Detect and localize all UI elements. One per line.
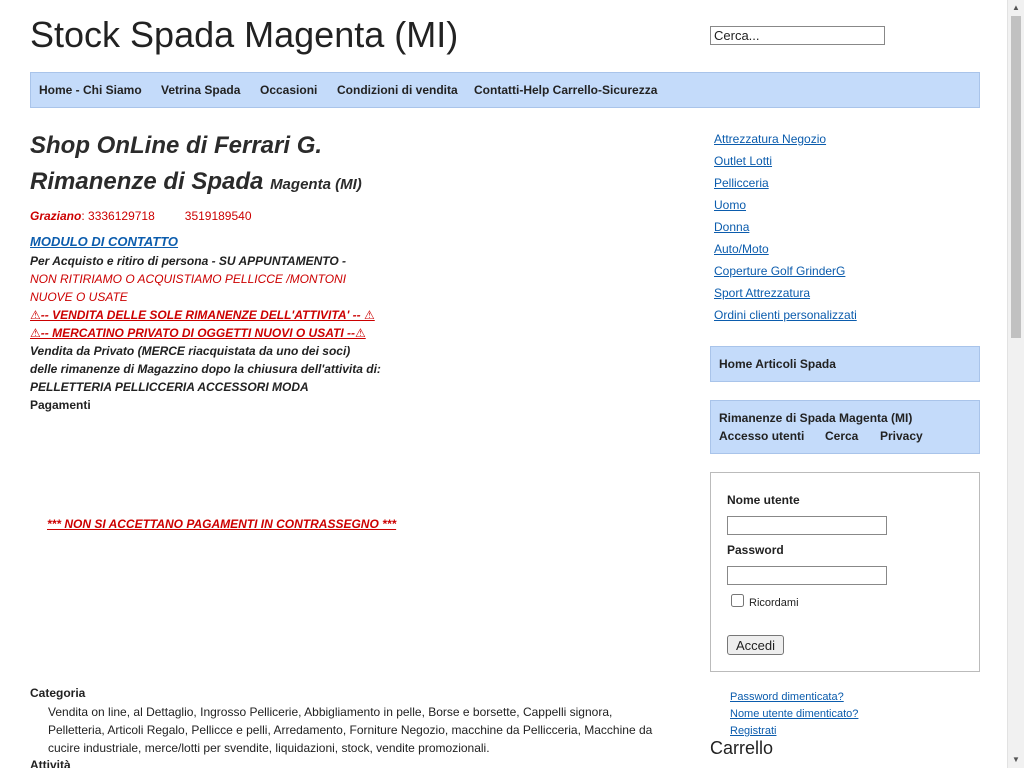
privacy-link[interactable]: Privacy: [880, 429, 923, 443]
search-input[interactable]: [710, 26, 885, 45]
notice-private-sale: Vendita da Privato (MERCE riacquistata da uno dei soci): [30, 344, 351, 358]
sidebar-item-donna[interactable]: Donna: [714, 220, 750, 234]
sidebar-item-sport[interactable]: Sport Attrezzatura: [714, 286, 811, 300]
scrollbar-thumb[interactable]: [1011, 16, 1021, 338]
notice-no-furs: NON RITIRIAMO O ACQUISTIAMO PELLICCE /MONTONI: [30, 272, 347, 286]
sidebar-item-uomo[interactable]: Uomo: [714, 198, 747, 212]
phone-1: : 3336129718: [81, 209, 155, 223]
password-input[interactable]: [727, 566, 887, 585]
register-link[interactable]: Registrati: [730, 725, 777, 737]
sidebar-item-ordini[interactable]: Ordini clienti personalizzati: [714, 308, 857, 322]
main-nav: [30, 72, 980, 108]
nav-item-home[interactable]: Home - Chi Siamo: [39, 83, 142, 97]
phone-2: 3519189540: [184, 209, 252, 223]
sidebar-home-box: [710, 346, 980, 382]
site-title: Stock Spada Magenta (MI): [30, 14, 459, 55]
notice-appointment: Per Acquisto e ritiro di persona - SU APPUNTAMENTO -: [30, 254, 347, 268]
page-scrollbar[interactable]: [1007, 0, 1024, 768]
notice-no-furs-2: NUOVE O USATE: [30, 290, 128, 304]
home-articoli-link[interactable]: Home Articoli Spada: [719, 357, 836, 371]
subheading-text: Rimanenze di Spada: [30, 168, 264, 195]
notice-leftover-sale: ⚠-- VENDITA DELLE SOLE RIMANENZE DELL'ATTIVITA' -- ⚠: [30, 308, 375, 322]
nav-item-contatti[interactable]: Contatti-Help Carrello-Sicurezza: [474, 83, 658, 97]
notice-private-market: ⚠-- MERCATINO PRIVATO DI OGGETTI NUOVI O USATI --⚠: [30, 326, 366, 340]
sidebar-item-pellicceria[interactable]: Pellicceria: [714, 176, 769, 190]
sidebar-site-box: [710, 400, 980, 454]
forgot-password-link[interactable]: Password dimenticata?: [730, 691, 844, 703]
accesso-utenti-link[interactable]: Accesso utenti: [719, 429, 805, 443]
sidebar-category-menu: [714, 131, 857, 329]
sidebar-item-coperture-golf[interactable]: Coperture Golf GrinderG: [714, 264, 846, 278]
page-heading: Shop OnLine di Ferrari G.: [30, 132, 323, 159]
sidebar-item-attrezzatura-negozio[interactable]: Attrezzatura Negozio: [714, 132, 827, 146]
notice-private-sale-2: delle rimanenze di Magazzino dopo la chiusura dell'attivita di:: [30, 362, 381, 376]
activity-heading: Attività: [30, 758, 71, 768]
login-button[interactable]: Accedi: [727, 635, 784, 655]
username-input[interactable]: [727, 516, 887, 535]
notice-business-type: PELLETTERIA PELLICCERIA ACCESSORI MODA: [30, 380, 309, 394]
no-cod-notice: *** NON SI ACCETTANO PAGAMENTI IN CONTRASSEGNO ***: [47, 517, 397, 531]
payments-label: Pagamenti: [30, 398, 91, 412]
contact-name: Graziano: [30, 209, 82, 223]
remember-label: Ricordami: [749, 597, 799, 609]
category-text: Vendita on line, al Dettaglio, Ingrosso Pellicerie, Abbigliamento in pelle, Borse e borsette, Cappelli signora, Pelletteria, Articoli Regalo, Pellicce e pelli, Arredamento, Forniture Negozio, macchine da Pellicceria, Macchine da cucire industriale, merce/lotti per svendite, liquidazioni, stock, vendite promozionali.: [48, 705, 653, 755]
scroll-up-arrow-icon[interactable]: ▲: [1012, 3, 1020, 12]
main-content: [30, 128, 670, 414]
password-label: Password: [727, 543, 784, 557]
nav-item-occasioni[interactable]: Occasioni: [260, 83, 318, 97]
cerca-link[interactable]: Cerca: [825, 429, 859, 443]
username-label: Nome utente: [727, 493, 800, 507]
page-subheading: [30, 164, 670, 203]
phone-numbers: [30, 209, 670, 223]
login-form: [710, 472, 980, 672]
forgot-username-link[interactable]: Nome utente dimenticato?: [730, 708, 859, 720]
subheading-location: Magenta (MI): [270, 176, 362, 193]
contact-form-link[interactable]: MODULO DI CONTATTO: [30, 234, 179, 249]
scroll-down-arrow-icon[interactable]: ▼: [1012, 755, 1020, 764]
nav-item-vetrina[interactable]: Vetrina Spada: [161, 83, 241, 97]
sidebar-item-outlet-lotti[interactable]: Outlet Lotti: [714, 154, 773, 168]
nav-item-condizioni[interactable]: Condizioni di vendita: [337, 83, 458, 97]
site-box-title[interactable]: Rimanenze di Spada Magenta (MI): [719, 411, 913, 425]
login-help-links: [730, 691, 858, 742]
remember-checkbox[interactable]: [731, 594, 744, 607]
cart-heading: Carrello: [710, 738, 774, 758]
sidebar-item-auto-moto[interactable]: Auto/Moto: [714, 242, 769, 256]
category-heading: Categoria: [30, 686, 86, 700]
